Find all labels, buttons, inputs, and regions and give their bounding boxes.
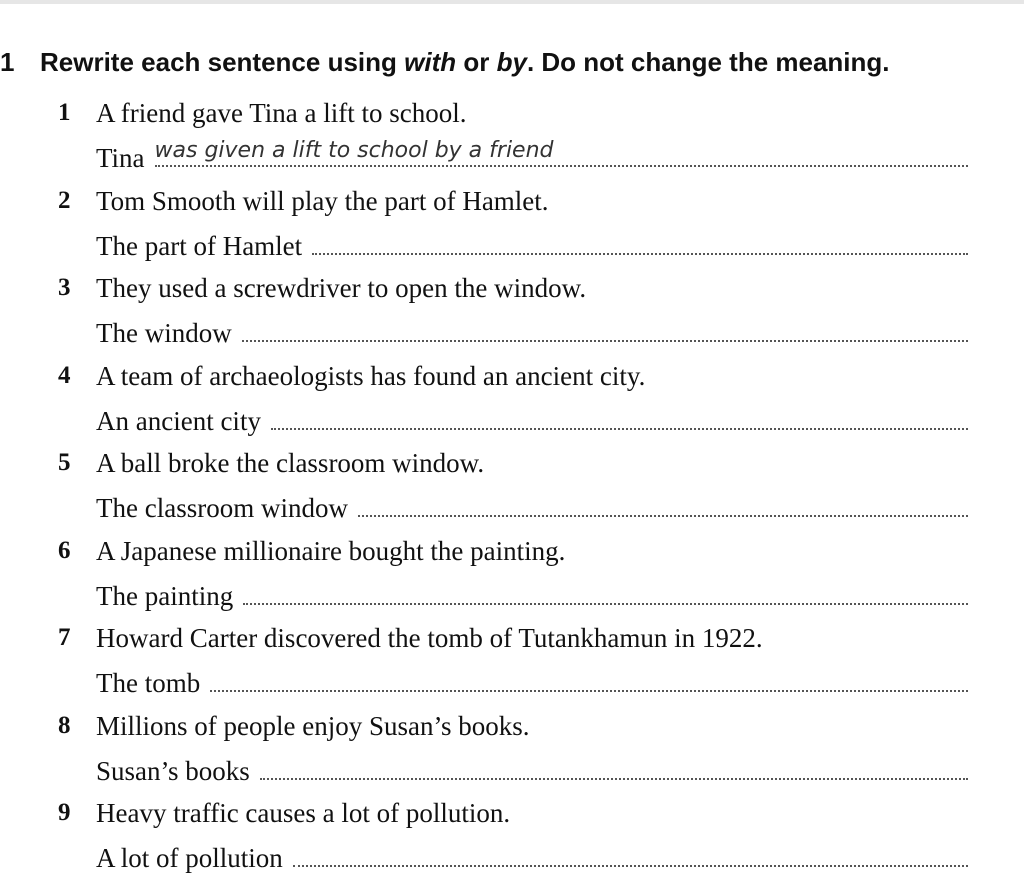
source-sentence: Tom Smooth will play the part of Hamlet. <box>96 185 549 216</box>
top-border <box>0 0 1024 4</box>
source-sentence: A team of archaeologists has found an ancient city. <box>96 360 646 391</box>
exercise-instruction <box>40 40 890 84</box>
source-sentence: A ball broke the classroom window. <box>96 448 485 478</box>
exercise-number: 1 <box>0 47 15 77</box>
exercise-item <box>0 442 1024 530</box>
item-number: 9 <box>58 799 71 826</box>
instruction-text-end: . Do not change the meaning. <box>526 47 890 77</box>
exercise-item <box>0 355 1024 443</box>
exercise-item <box>0 617 1024 705</box>
item-number: 2 <box>58 186 71 214</box>
answer-prompt: An ancient city <box>96 405 261 436</box>
answer-prompt: The part of Hamlet <box>96 230 303 261</box>
item-number: 7 <box>58 624 71 651</box>
item-number: 1 <box>58 99 71 126</box>
answer-blank[interactable] <box>155 135 968 167</box>
answer-prompt: The tomb <box>96 668 201 698</box>
instruction-keyword-by: by <box>496 47 527 77</box>
exercise-item <box>0 267 1024 355</box>
answer-row <box>96 223 968 265</box>
source-sentence: A Japanese millionaire bought the painting. <box>96 535 566 566</box>
exercise-item <box>0 530 1024 618</box>
answer-blank[interactable] <box>260 748 968 780</box>
answer-row <box>96 310 968 352</box>
answer-prompt: The classroom window <box>96 493 348 523</box>
source-sentence: A friend gave Tina a lift to school. <box>96 98 467 128</box>
answer-blank[interactable] <box>210 660 968 692</box>
source-sentence: Heavy traffic causes a lot of pollution. <box>96 798 511 828</box>
exercise-item <box>0 180 1024 268</box>
answer-prompt: A lot of pollution <box>96 843 283 873</box>
item-number: 8 <box>58 711 71 739</box>
answer-row <box>96 485 968 527</box>
answer-blank[interactable] <box>242 310 968 342</box>
answer-row <box>96 660 968 702</box>
instruction-text-start: Rewrite each sentence using <box>40 47 405 77</box>
handwritten-answer: was given a lift to school by a friend <box>154 138 554 163</box>
instruction-keyword-with: with <box>404 47 457 77</box>
exercise-item <box>0 705 1024 793</box>
answer-blank[interactable] <box>293 835 968 867</box>
item-number: 3 <box>58 274 71 301</box>
exercise-item <box>0 92 1024 180</box>
answer-blank[interactable] <box>312 223 968 255</box>
item-number: 4 <box>58 361 71 389</box>
source-sentence: Howard Carter discovered the tomb of Tutankhamun in 1922. <box>96 623 763 653</box>
exercise-item <box>0 792 1024 880</box>
answer-row <box>96 748 968 790</box>
item-number: 6 <box>58 536 71 564</box>
answer-prompt: Tina <box>96 143 145 173</box>
answer-blank[interactable] <box>271 398 968 430</box>
source-sentence: Millions of people enjoy Susan’s books. <box>96 710 530 741</box>
answer-prompt: The window <box>96 318 232 348</box>
answer-prompt: The painting <box>96 580 234 611</box>
answer-prompt: Susan’s books <box>96 755 250 786</box>
item-number: 5 <box>58 449 71 476</box>
answer-blank[interactable] <box>358 485 968 517</box>
answer-row <box>96 135 968 177</box>
answer-blank[interactable] <box>243 573 968 605</box>
source-sentence: They used a screwdriver to open the window. <box>96 273 587 303</box>
answer-row <box>96 835 968 877</box>
answer-row <box>96 398 968 440</box>
exercise-items <box>0 92 1024 880</box>
answer-row <box>96 573 968 615</box>
instruction-text-middle: or <box>456 47 497 77</box>
